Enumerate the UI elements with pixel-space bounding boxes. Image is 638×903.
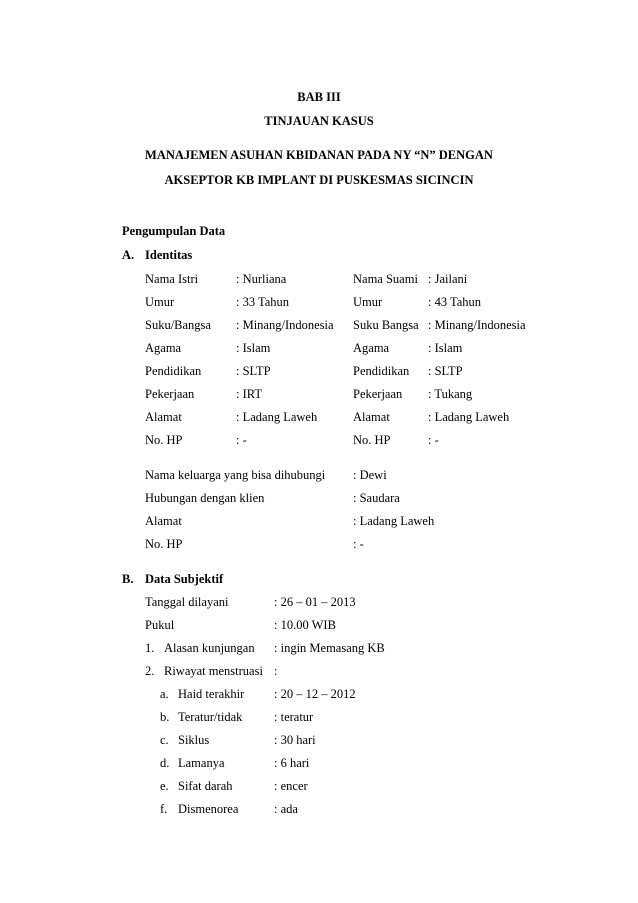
husband-value: : Tukang: [428, 387, 473, 401]
wife-value: : IRT: [236, 387, 262, 401]
item-label: Teratur/tidak: [178, 710, 243, 724]
subjektif-value: :: [274, 664, 278, 678]
wife-label: Agama: [145, 341, 182, 355]
wife-label: Umur: [145, 295, 175, 309]
item-value: : 30 hari: [274, 733, 316, 747]
item-letter: c.: [160, 733, 169, 747]
wife-label: Pekerjaan: [145, 387, 195, 401]
chapter-number: BAB III: [297, 90, 341, 104]
subjektif-heading: Data Subjektif: [145, 572, 224, 586]
husband-value: : Islam: [428, 341, 463, 355]
husband-label: Umur: [353, 295, 383, 309]
item-label: Haid terakhir: [178, 687, 245, 701]
husband-value: : Jailani: [428, 272, 468, 286]
wife-value: : Ladang Laweh: [236, 410, 318, 424]
wife-value: : SLTP: [236, 364, 271, 378]
subjektif-value: : 10.00 WIB: [274, 618, 336, 632]
item-letter: f.: [160, 802, 168, 816]
family-label: Nama keluarga yang bisa dihubungi: [145, 468, 326, 482]
family-value: : -: [353, 537, 364, 551]
husband-label: Alamat: [353, 410, 390, 424]
identitas-heading: Identitas: [145, 248, 193, 262]
subjektif-label: Pukul: [145, 618, 175, 632]
item-letter: b.: [160, 710, 170, 724]
item-label: Dismenorea: [178, 802, 239, 816]
wife-label: No. HP: [145, 433, 183, 447]
wife-value: : Islam: [236, 341, 271, 355]
item-label: Lamanya: [178, 756, 225, 770]
family-label: Hubungan dengan klien: [145, 491, 265, 505]
item-value: : ada: [274, 802, 298, 816]
family-label: Alamat: [145, 514, 182, 528]
wife-label: Suku/Bangsa: [145, 318, 211, 332]
item-value: : teratur: [274, 710, 314, 724]
husband-value: : Ladang Laweh: [428, 410, 510, 424]
item-label: Sifat darah: [178, 779, 233, 793]
subjektif-letter: B.: [122, 572, 134, 586]
husband-label: No. HP: [353, 433, 391, 447]
family-label: No. HP: [145, 537, 183, 551]
wife-value: : Minang/Indonesia: [236, 318, 334, 332]
wife-label: Nama Istri: [145, 272, 199, 286]
subjektif-label: Alasan kunjungan: [164, 641, 255, 655]
wife-label: Pendidikan: [145, 364, 202, 378]
item-value: : encer: [274, 779, 308, 793]
document-title-line-1: MANAJEMEN ASUHAN KBIDANAN PADA NY “N” DENGAN: [145, 148, 493, 162]
chapter-title: TINJAUAN KASUS: [264, 114, 374, 128]
husband-value: : -: [428, 433, 439, 447]
family-value: : Ladang Laweh: [353, 514, 435, 528]
item-letter: e.: [160, 779, 169, 793]
husband-value: : Minang/Indonesia: [428, 318, 526, 332]
husband-value: : SLTP: [428, 364, 463, 378]
item-letter: d.: [160, 756, 170, 770]
husband-label: Pekerjaan: [353, 387, 403, 401]
family-value: : Saudara: [353, 491, 400, 505]
husband-label: Nama Suami: [353, 272, 418, 286]
document-title-line-2: AKSEPTOR KB IMPLANT DI PUSKESMAS SICINCIN: [164, 173, 474, 187]
item-value: : 6 hari: [274, 756, 310, 770]
wife-value: : -: [236, 433, 247, 447]
section-heading: Pengumpulan Data: [122, 224, 226, 238]
subjektif-number: 1.: [145, 641, 155, 655]
item-value: : 20 – 12 – 2012: [274, 687, 356, 701]
wife-value: : 33 Tahun: [236, 295, 290, 309]
subjektif-label: Riwayat menstruasi: [164, 664, 263, 678]
wife-label: Alamat: [145, 410, 182, 424]
subjektif-value: : 26 – 01 – 2013: [274, 595, 356, 609]
subjektif-value: : ingin Memasang KB: [274, 641, 385, 655]
husband-label: Agama: [353, 341, 390, 355]
identitas-letter: A.: [122, 248, 135, 262]
husband-value: : 43 Tahun: [428, 295, 482, 309]
subjektif-label: Tanggal dilayani: [145, 595, 229, 609]
item-label: Siklus: [178, 733, 210, 747]
item-letter: a.: [160, 687, 169, 701]
husband-label: Suku Bangsa: [353, 318, 419, 332]
subjektif-number: 2.: [145, 664, 155, 678]
family-value: : Dewi: [353, 468, 387, 482]
wife-value: : Nurliana: [236, 272, 287, 286]
husband-label: Pendidikan: [353, 364, 410, 378]
